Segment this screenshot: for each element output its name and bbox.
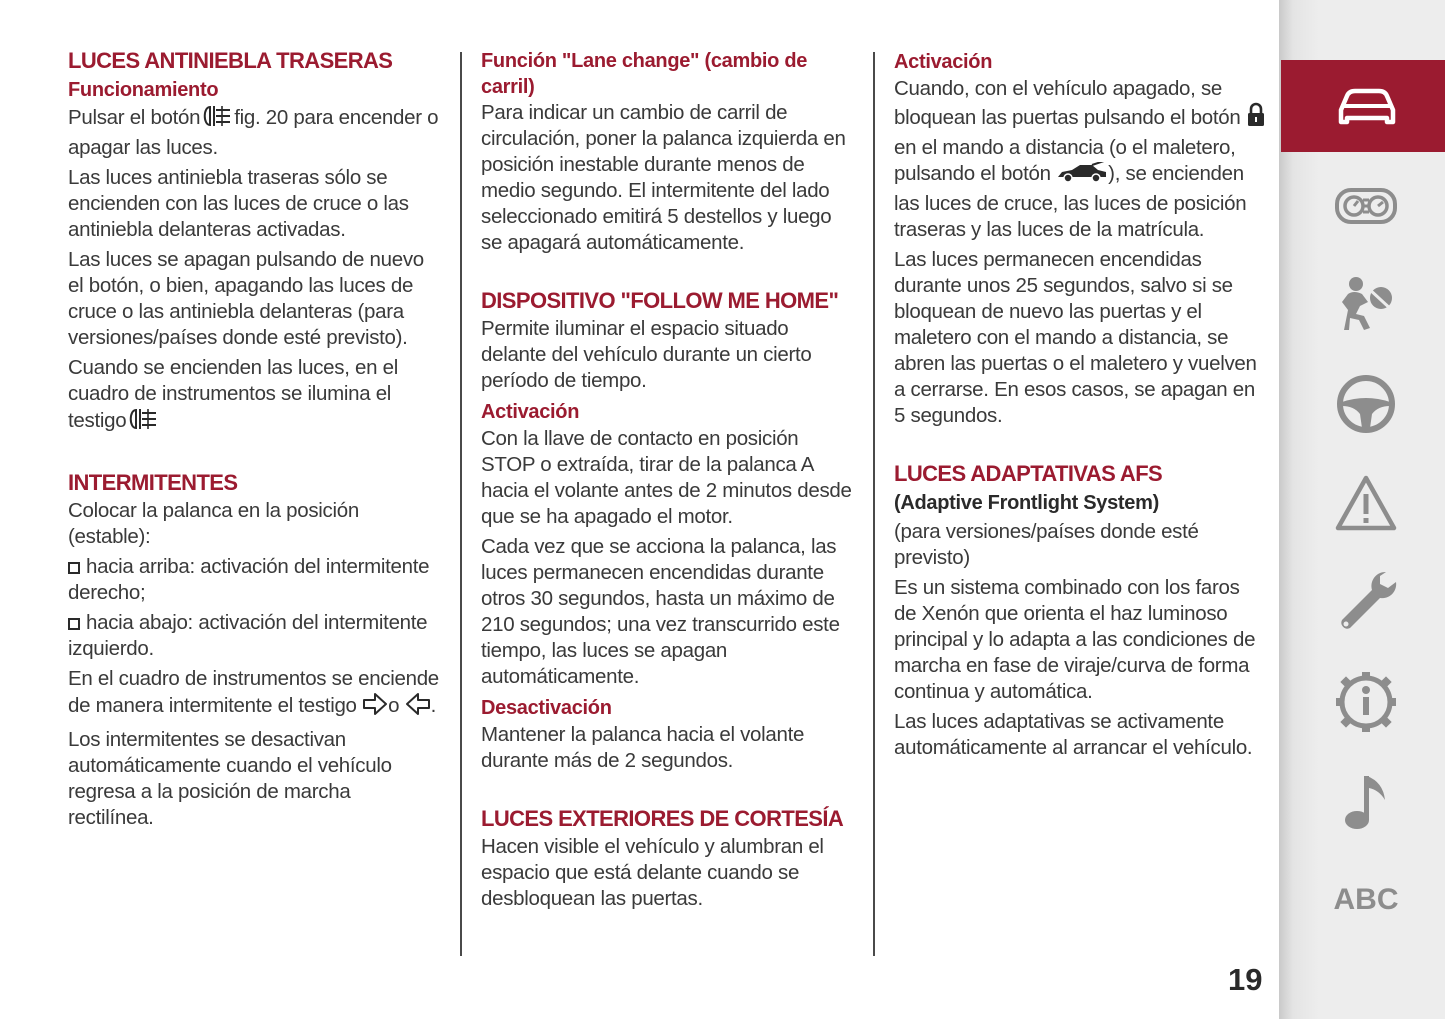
paragraph: Las luces antiniebla traseras sólo se encienden con las luces de cruce o las antiniebla delanteras activadas.: [68, 166, 409, 241]
turn-left-arrow-icon: [405, 692, 431, 723]
text: hacia abajo: activación del intermitente izquierdo.: [68, 611, 428, 660]
turn-right-arrow-icon: [362, 692, 388, 723]
list-item: [68, 610, 440, 662]
paragraph: Las luces adaptativas se activamente automáticamente al arrancar el vehículo.: [894, 710, 1253, 759]
subheading-afs-full-name: (Adaptive Frontlight System): [894, 492, 1159, 514]
text: .: [430, 694, 436, 717]
tab-warnings[interactable]: [1279, 458, 1445, 550]
heading-follow-me-home: DISPOSITIVO "FOLLOW ME HOME": [481, 288, 839, 313]
sidebar-nav: [1279, 0, 1445, 1019]
heading-afs: LUCES ADAPTATIVAS AFS: [894, 461, 1163, 486]
wrench-icon: [1334, 568, 1398, 636]
car-icon: [1335, 82, 1399, 130]
tab-safety[interactable]: [1279, 258, 1445, 350]
text: o: [388, 694, 400, 717]
paragraph: Las luces se apagan pulsando de nuevo el botón, o bien, apagando las luces de cruce o las antiniebla delanteras (para versiones/países donde esté previsto).: [68, 248, 424, 349]
paragraph: Los intermitentes se desactivan automáticamente cuando el vehículo regresa a la posición de marcha rectilínea.: [68, 728, 392, 829]
tab-car[interactable]: [1281, 60, 1445, 152]
text: fig. 20 para encender o apagar las luces.: [68, 106, 439, 159]
tab-technical-data[interactable]: [1279, 656, 1445, 748]
rear-fog-light-icon: [126, 407, 160, 438]
subheading-activacion: Activación: [894, 51, 993, 73]
rear-fog-light-icon: [200, 104, 234, 135]
list-item: [68, 554, 440, 606]
paragraph: Para indicar un cambio de carril de circulación, poner la palanca izquierda en posición inestable durante menos de medio segundo. El intermitente del lado seleccionado emitirá 5 destellos y luego se apagará automáticamente.: [481, 101, 846, 254]
paragraph: Hacen visible el vehículo y alumbran el espacio que está delante cuando se desbloquean las puertas.: [481, 835, 824, 910]
airbag-icon: [1334, 272, 1398, 336]
text: Cuando, con el vehículo apagado, se bloquean las puertas pulsando el botón: [894, 77, 1241, 129]
tab-maintenance[interactable]: [1279, 556, 1445, 648]
page-number: 19: [1228, 962, 1263, 997]
heading-courtesy-lights: LUCES EXTERIORES DE CORTESÍA: [481, 806, 844, 831]
paragraph: [68, 355, 440, 438]
paragraph: Es un sistema combinado con los faros de Xenón que orienta el haz luminoso principal y lo adapta a las condiciones de marcha en fase de viraje/curva de forma continua y automática.: [894, 576, 1256, 703]
steering-wheel-icon: [1334, 372, 1398, 436]
column-divider: [460, 52, 462, 956]
paragraph: Las luces permanecen encendidas durante unos 25 segundos, salvo si se bloquean de nuevo las puertas y el maletero con el mando a distancia, se abren las puertas o el maletero y vuelven a cerrarse. En esos casos, se apagan en 5 segundos.: [894, 248, 1257, 427]
tab-multimedia[interactable]: [1279, 756, 1445, 848]
column-3: [894, 48, 1266, 765]
paragraph: (para versiones/países donde esté previsto): [894, 520, 1199, 569]
info-gear-icon: [1334, 670, 1398, 734]
column-1: [68, 48, 440, 835]
paragraph: Con la llave de contacto en posición STOP o extraída, tirar de la palanca A hacia el volante antes de 2 minutos desde que se ha apagado el motor.: [481, 427, 852, 528]
column-divider: [873, 52, 875, 956]
text: ), se encienden las luces de cruce, las luces de posición traseras y las luces de la matrícula.: [894, 162, 1247, 241]
subheading-lane-change: Función "Lane change" (cambio de carril): [481, 50, 808, 98]
text: Cuando se encienden las luces, en el cuadro de instrumentos se ilumina el testigo: [68, 356, 398, 432]
lock-icon: [1246, 102, 1266, 135]
car-trunk-icon: [1056, 162, 1108, 191]
subheading-funcionamiento: Funcionamiento: [68, 79, 219, 101]
paragraph: Mantener la palanca hacia el volante durante más de 2 segundos.: [481, 723, 805, 772]
heading-rear-fog-lights: LUCES ANTINIEBLA TRASERAS: [68, 48, 393, 73]
text: hacia arriba: activación del intermitente derecho;: [68, 555, 430, 604]
subheading-desactivacion: Desactivación: [481, 697, 612, 719]
paragraph: Permite iluminar el espacio situado delante del vehículo durante un cierto período de tiempo.: [481, 317, 812, 392]
music-note-icon: [1339, 770, 1393, 834]
bullet-square-icon: [68, 562, 80, 574]
text: en el mando a distancia (o el maletero, pulsando el botón: [894, 136, 1236, 185]
dashboard-icon: [1334, 182, 1398, 230]
column-2: [481, 48, 853, 916]
paragraph: [68, 104, 440, 161]
paragraph: [68, 666, 440, 723]
paragraph: Cada vez que se acciona la palanca, las luces permanecen encendidas durante otros 30 segundos, hasta un máximo de 210 segundos; una vez transcurrido este tiempo, las luces se apagan automáticamente.: [481, 535, 840, 688]
paragraph: Colocar la palanca en la posición (estable):: [68, 499, 359, 548]
bullet-square-icon: [68, 618, 80, 630]
tab-driving[interactable]: [1279, 358, 1445, 450]
tab-dashboard[interactable]: [1279, 160, 1445, 252]
subheading-activacion: Activación: [481, 401, 580, 423]
paragraph: [894, 76, 1266, 243]
text: En el cuadro de instrumentos se enciende de manera intermitente el testigo: [68, 667, 439, 717]
heading-intermitentes: INTERMITENTES: [68, 470, 238, 495]
tab-index[interactable]: [1279, 854, 1445, 946]
abc-index-label: ABC: [1333, 883, 1399, 916]
text: Pulsar el botón: [68, 106, 201, 129]
warning-icon: [1334, 474, 1398, 534]
